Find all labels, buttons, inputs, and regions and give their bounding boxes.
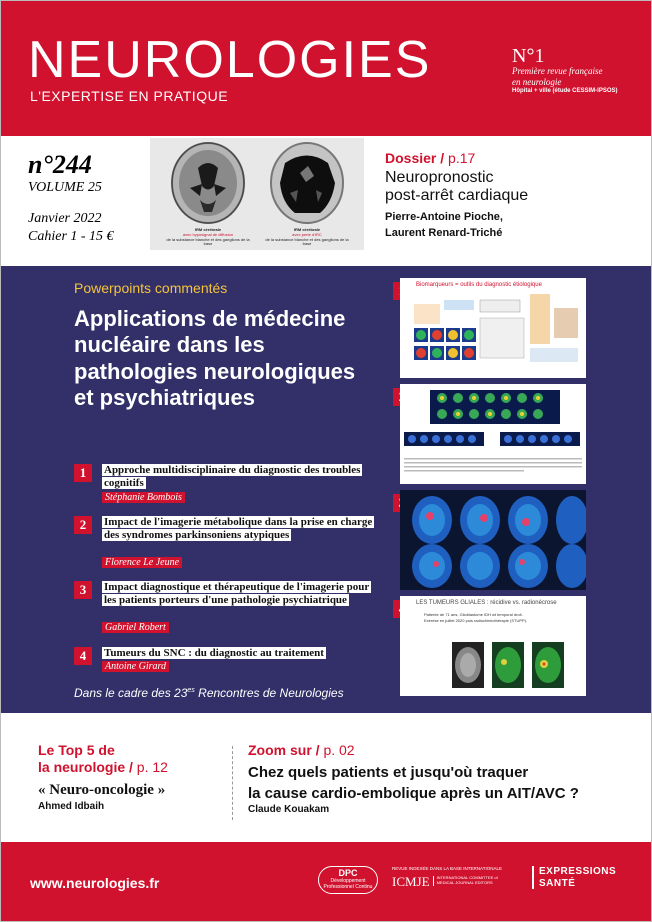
- icmje-sub-text: INTERNATIONAL COMMITTEE of MEDICAL JOURNAL EDITORS: [433, 876, 515, 886]
- zoom-kicker: Zoom sur / p. 02: [248, 742, 355, 758]
- article-title-text: Impact de l'imagerie métabolique dans la prise en charge des syndromes parkinsoniens atypiques: [104, 516, 373, 541]
- issue-volume: VOLUME 25: [28, 180, 102, 195]
- article-number: 4: [74, 647, 92, 665]
- caption-line: de la substance blanche et des ganglions de la base: [166, 236, 250, 247]
- article-number: 3: [74, 581, 92, 599]
- zoom-page: p. 02: [323, 742, 355, 758]
- article-title-text: Tumeurs du SNC : du diagnostic au traitement: [104, 647, 324, 659]
- slide-content-image: [400, 288, 586, 374]
- rank-number: N°1: [512, 45, 545, 67]
- rank-text-line: en neurologie: [512, 76, 562, 87]
- icmje-logo: ICMJE: [392, 874, 430, 890]
- feature-footnote: [74, 686, 344, 700]
- slide-thumbnail-3[interactable]: [400, 490, 586, 590]
- feature-title[interactable]: Applications de médecine nucléaire dans les pathologies neurologiques et psychiatriques: [74, 306, 356, 411]
- zoom-title-line: la cause cardio-embolique après un AIT/AVC ?: [248, 785, 579, 802]
- zoom-teaser[interactable]: [248, 742, 638, 815]
- publisher-line: SANTÉ: [539, 877, 576, 889]
- footnote-text: Rencontres de Neurologies: [194, 686, 344, 700]
- journal-tagline: L'EXPERTISE EN PRATIQUE: [30, 88, 229, 104]
- article-number: 2: [74, 516, 92, 534]
- article-title: [102, 464, 374, 490]
- dossier-label: Dossier: [385, 150, 437, 166]
- zoom-label: Zoom sur: [248, 742, 312, 758]
- article-title: [102, 581, 374, 607]
- dossier-author: Laurent Renard-Triché: [385, 227, 503, 240]
- footnote-sup: es: [187, 687, 195, 694]
- article-author: [102, 661, 169, 672]
- ranking-claim: [512, 46, 642, 95]
- icmje-block: [392, 866, 522, 890]
- slide-text-line: Patiente de 71 ans, Glioblastome IDH wt temporal droit.: [424, 612, 523, 617]
- icmje-top-text: REVUE INDEXÉE DANS LA BASE INTERNATIONALE: [392, 866, 502, 871]
- left-scan-caption: [163, 228, 253, 247]
- article-item[interactable]: [74, 464, 374, 504]
- slide-title: Biomarqueurs = outils du diagnostic étiologique: [416, 282, 542, 288]
- dossier-title: [385, 169, 645, 206]
- issue-info: [28, 152, 114, 245]
- dpc-sub: Développement Professionnel Continu: [323, 878, 373, 891]
- issue-date: [28, 210, 114, 245]
- slide-thumbnail-4[interactable]: [400, 596, 586, 696]
- article-title: [102, 516, 374, 542]
- masthead: [0, 0, 652, 136]
- article-author-text: Gabriel Robert: [102, 622, 169, 633]
- dossier-authors: [385, 209, 645, 242]
- slide-content-image: [400, 490, 586, 590]
- article-author-text: Stéphanie Bombois: [102, 492, 185, 503]
- zoom-title: [248, 762, 638, 804]
- slide-content-image: [400, 384, 586, 484]
- top5-title: « Neuro-oncologie »: [38, 781, 166, 798]
- publisher-line: EXPRESSIONS: [539, 866, 617, 877]
- publisher-logo: [532, 866, 616, 889]
- right-scan-caption: [262, 228, 352, 247]
- rank-text-line: Première revue française: [512, 66, 603, 76]
- article-author: [102, 492, 185, 503]
- article-author: [102, 622, 169, 633]
- slide-text-line: Exérèse en juillet 2020 puis radiochimiothérapie (STUPP).: [424, 618, 528, 624]
- top5-kicker-line: Le Top 5 de: [38, 742, 115, 758]
- dossier-kicker: Dossier / p.17: [385, 150, 476, 166]
- slide-content-image: [400, 638, 586, 696]
- teaser-divider: [232, 746, 233, 820]
- article-title: [102, 647, 374, 660]
- dossier-title-line: post-arrêt cardiaque: [385, 187, 529, 205]
- caption-line: de la substance blanche et des ganglions de la base: [265, 236, 349, 247]
- article-item[interactable]: [74, 647, 374, 677]
- slide-thumbnail-1[interactable]: [400, 278, 586, 378]
- article-item[interactable]: [74, 581, 374, 635]
- top5-author: Ahmed Idbaih: [38, 800, 105, 812]
- zoom-author: Claude Kouakam: [248, 804, 330, 815]
- issue-cahier: Cahier 1 - 15 €: [28, 228, 114, 244]
- journal-logo[interactable]: NEUROLOGIES: [28, 31, 432, 89]
- top5-kicker-line: la neurologie: [38, 758, 126, 775]
- dossier-page: p.17: [448, 150, 476, 166]
- article-title-text: Approche multidisciplinaire du diagnostic des troubles cognitifs: [104, 464, 361, 489]
- website-link[interactable]: www.neurologies.fr: [30, 875, 160, 891]
- top5-teaser[interactable]: [38, 742, 228, 812]
- top5-page: p. 12: [136, 758, 168, 775]
- article-author-text: Antoine Girard: [102, 661, 169, 672]
- article-number: 1: [74, 464, 92, 482]
- top5-kicker: Le Top 5 de la neurologie / p. 12: [38, 742, 228, 776]
- article-item[interactable]: [74, 516, 374, 570]
- issue-date-text: Janvier 2022: [28, 211, 102, 226]
- article-author-text: Florence Le Jeune: [102, 557, 182, 568]
- dpc-main: DPC: [338, 868, 358, 878]
- caption-line: avec hyposignal de diffusion: [182, 231, 234, 237]
- dossier-author: Pierre-Antoine Pioche,: [385, 210, 503, 223]
- article-title-text: Impact diagnostique et thérapeutique de l'imagerie pour les patients porteurs d'une pathologie psychiatrique: [104, 581, 370, 606]
- slide-title: LES TUMEURS GLIALES : récidive vs. radionécrose: [416, 600, 557, 606]
- slide-thumbnail-2[interactable]: [400, 384, 586, 484]
- dossier-title-line: Neuropronostic: [385, 169, 494, 186]
- dpc-logo: [318, 866, 378, 894]
- zoom-title-line: Chez quels patients et jusqu'où traquer: [248, 764, 529, 781]
- footnote-text: Dans le cadre des 23: [74, 686, 188, 700]
- feature-kicker: Powerpoints commentés: [74, 280, 228, 296]
- dossier-teaser[interactable]: [385, 150, 645, 242]
- caption-line: IRM cérébrale: [194, 227, 222, 232]
- article-author: [102, 557, 182, 568]
- rank-source: Hôpital + ville (étude CESSIM-IPSOS): [512, 87, 618, 94]
- slide-body: [400, 606, 586, 625]
- issue-number: n°244: [28, 150, 92, 179]
- brain-mri-figure: [150, 138, 364, 250]
- caption-line: IRM cérébrale: [293, 227, 321, 232]
- rank-text: [512, 66, 642, 88]
- caption-line: avec perte d'IRC: [292, 231, 322, 237]
